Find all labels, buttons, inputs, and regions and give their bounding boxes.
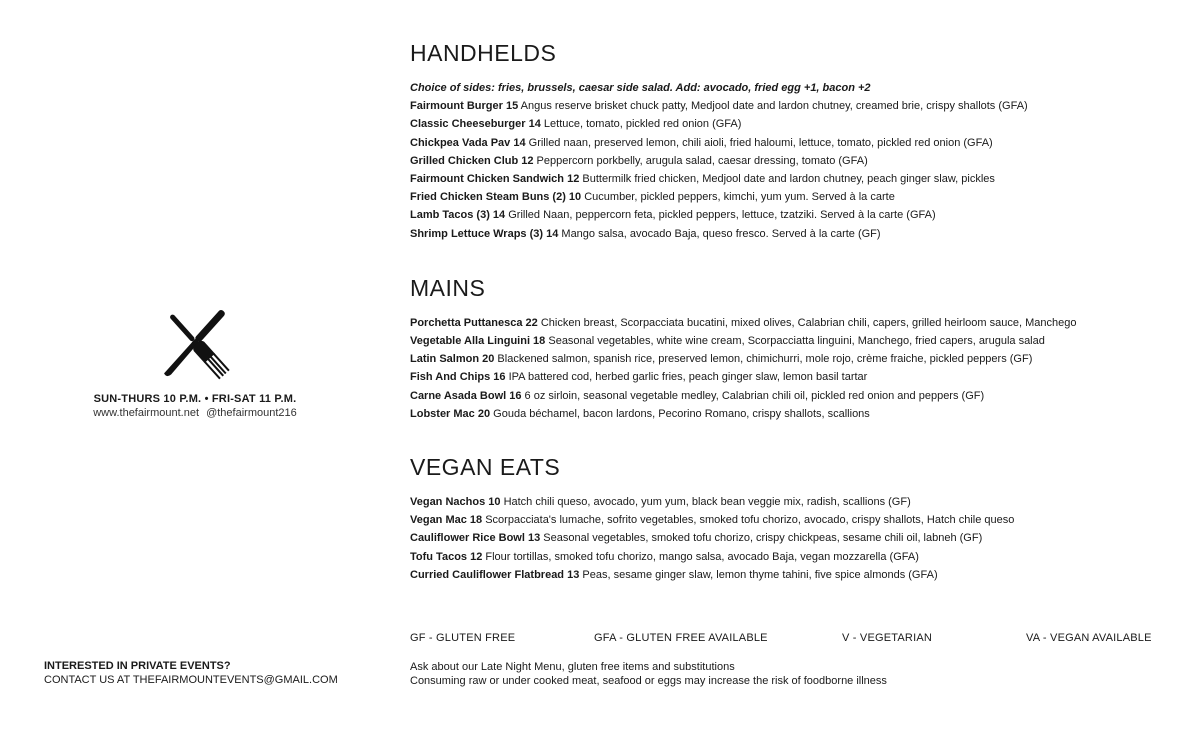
private-events-contact: [44, 659, 338, 687]
item-list: [410, 493, 1180, 584]
menu-item: [410, 368, 1180, 386]
contact-email[interactable]: CONTACT US AT THEFAIRMOUNTEVENTS@GMAIL.COM: [44, 674, 338, 686]
menu-item: [410, 548, 1180, 566]
branding-panel: [60, 300, 330, 419]
legend-v: V - VEGETARIAN: [842, 632, 932, 644]
menu-item-name: Porchetta Puttanesca 22: [410, 316, 538, 329]
social-handle[interactable]: @thefairmount216: [206, 407, 297, 419]
crossed-knife-fork-icon: [145, 300, 245, 385]
menu-item-description: Seasonal vegetables, white wine cream, Scorpacciatta linguini, Manchego, fried capers, arugula salad: [548, 335, 1045, 348]
menu-item: [410, 115, 1180, 133]
menu-item-description: IPA battered cod, herbed garlic fries, peach ginger slaw, lemon basil tartar: [508, 371, 868, 384]
menu-item-name: Carne Asada Bowl 16: [410, 389, 522, 402]
menu-item-description: Flour tortillas, smoked tofu chorizo, mango salsa, avocado Baja, vegan mozzarella (GFA): [485, 550, 919, 563]
legend-gf: GF - GLUTEN FREE: [410, 632, 516, 644]
private-events-heading: INTERESTED IN PRIVATE EVENTS?: [44, 660, 231, 672]
legend-va: VA - VEGAN AVAILABLE: [1026, 632, 1152, 644]
menu-item-description: Blackened salmon, spanish rice, preserved lemon, chimichurri, mole rojo, crème fraiche, pickled peppers (GF): [497, 353, 1033, 366]
section-title: HANDHELDS: [410, 40, 557, 66]
menu-item-name: Fairmount Burger 15: [410, 100, 519, 113]
section-title: MAINS: [410, 274, 486, 301]
menu-item-name: Curried Cauliflower Flatbread 13: [410, 568, 580, 581]
menu-item-description: Scorpacciata's lumache, sofrito vegetables, smoked tofu chorizo, avocado, crispy shallots, Hatch chile queso: [485, 514, 1015, 527]
menu-item: [410, 405, 1180, 423]
menu-item: [410, 225, 1180, 243]
food-safety-note: Consuming raw or under cooked meat, seafood or eggs may increase the risk of foodborne illness: [410, 675, 887, 687]
section-mains: [410, 275, 1180, 423]
menu-item-name: Fish And Chips 16: [410, 371, 506, 384]
legend-gfa: GFA - GLUTEN FREE AVAILABLE: [594, 632, 768, 644]
menu-item-name: Classic Cheeseburger 14: [410, 118, 541, 131]
item-list: [410, 97, 1180, 243]
menu-item-name: Vegan Nachos 10: [410, 496, 501, 509]
section-title: VEGAN EATS: [410, 454, 561, 481]
menu-item: [410, 529, 1180, 547]
menu-item-description: Buttermilk fried chicken, Medjool date and lardon chutney, peach ginger slaw, pickles: [582, 173, 995, 186]
contact-links: [60, 407, 330, 419]
menu-item-description: Peas, sesame ginger slaw, lemon thyme tahini, five spice almonds (GFA): [582, 568, 938, 581]
menu-item: [410, 97, 1180, 115]
menu-item-name: Latin Salmon 20: [410, 353, 495, 366]
menu-item: [410, 566, 1180, 584]
menu-item-name: Lamb Tacos (3) 14: [410, 209, 506, 222]
menu-item-description: 6 oz sirloin, seasonal vegetable medley, Calabrian chili oil, pickled red onion and peppers (GF): [524, 389, 985, 402]
menu-item-description: Seasonal vegetables, smoked tofu chorizo, crispy chickpeas, sesame chili oil, labneh (GF): [543, 532, 983, 545]
menu-item: [410, 170, 1180, 188]
opening-hours: SUN-THURS 10 P.M. • FRI-SAT 11 P.M.: [93, 393, 297, 405]
menu-item: [410, 387, 1180, 405]
menu-item: [410, 152, 1180, 170]
footer-notes: [410, 660, 887, 688]
menu-item-name: Grilled Chicken Club 12: [410, 154, 534, 167]
menu-item: [410, 511, 1180, 529]
menu-item-description: Angus reserve brisket chuck patty, Medjool date and lardon chutney, creamed brie, crispy shallots (GFA): [520, 100, 1028, 113]
menu-item-name: Fairmount Chicken Sandwich 12: [410, 173, 580, 186]
menu-item-name: Fried Chicken Steam Buns (2) 10: [410, 191, 582, 204]
menu-item-name: Lobster Mac 20: [410, 407, 491, 420]
menu-item-name: Vegan Mac 18: [410, 514, 483, 527]
item-list: [410, 314, 1180, 423]
section-vegan-eats: [410, 454, 1180, 584]
section-handhelds: [410, 40, 1180, 243]
menu-body: [410, 40, 1180, 616]
menu-item-description: Mango salsa, avocado Baja, queso fresco. Served à la carte (GF): [561, 227, 881, 240]
menu-item: [410, 314, 1180, 332]
menu-item-name: Vegetable Alla Linguini 18: [410, 335, 546, 348]
menu-item-description: Grilled naan, preserved lemon, chili aioli, fried haloumi, lettuce, tomato, pickled red onion (GFA): [528, 136, 993, 149]
menu-item-description: Peppercorn porkbelly, arugula salad, caesar dressing, tomato (GFA): [536, 154, 868, 167]
menu-item: [410, 350, 1180, 368]
sides-note: Choice of sides: fries, brussels, caesar side salad. Add: avocado, fried egg +1, bacon +2: [410, 82, 871, 94]
menu-item: [410, 188, 1180, 206]
menu-item: [410, 332, 1180, 350]
menu-item-description: Lettuce, tomato, pickled red onion (GFA): [543, 118, 742, 131]
menu-item-name: Chickpea Vada Pav 14: [410, 136, 526, 149]
menu-item-description: Cucumber, pickled peppers, kimchi, yum yum. Served à la carte: [584, 191, 895, 204]
menu-item-description: Grilled Naan, peppercorn feta, pickled peppers, lettuce, tzatziki. Served à la carte (GFA): [508, 209, 936, 222]
menu-item-description: Hatch chili queso, avocado, yum yum, black bean veggie mix, radish, scallions (GF): [503, 496, 911, 509]
menu-item: [410, 206, 1180, 224]
menu-item-name: Cauliflower Rice Bowl 13: [410, 532, 541, 545]
menu-item-name: Shrimp Lettuce Wraps (3) 14: [410, 227, 559, 240]
menu-item-description: Chicken breast, Scorpacciata bucatini, mixed olives, Calabrian chili, capers, grilled heirloom sauce, Manchego: [540, 316, 1077, 329]
menu-item: [410, 493, 1180, 511]
late-night-note: Ask about our Late Night Menu, gluten free items and substitutions: [410, 661, 735, 673]
website-link[interactable]: www.thefairmount.net: [93, 407, 200, 419]
menu-item-description: Gouda béchamel, bacon lardons, Pecorino Romano, crispy shallots, scallions: [493, 407, 870, 420]
menu-item: [410, 134, 1180, 152]
menu-item-name: Tofu Tacos 12: [410, 550, 483, 563]
